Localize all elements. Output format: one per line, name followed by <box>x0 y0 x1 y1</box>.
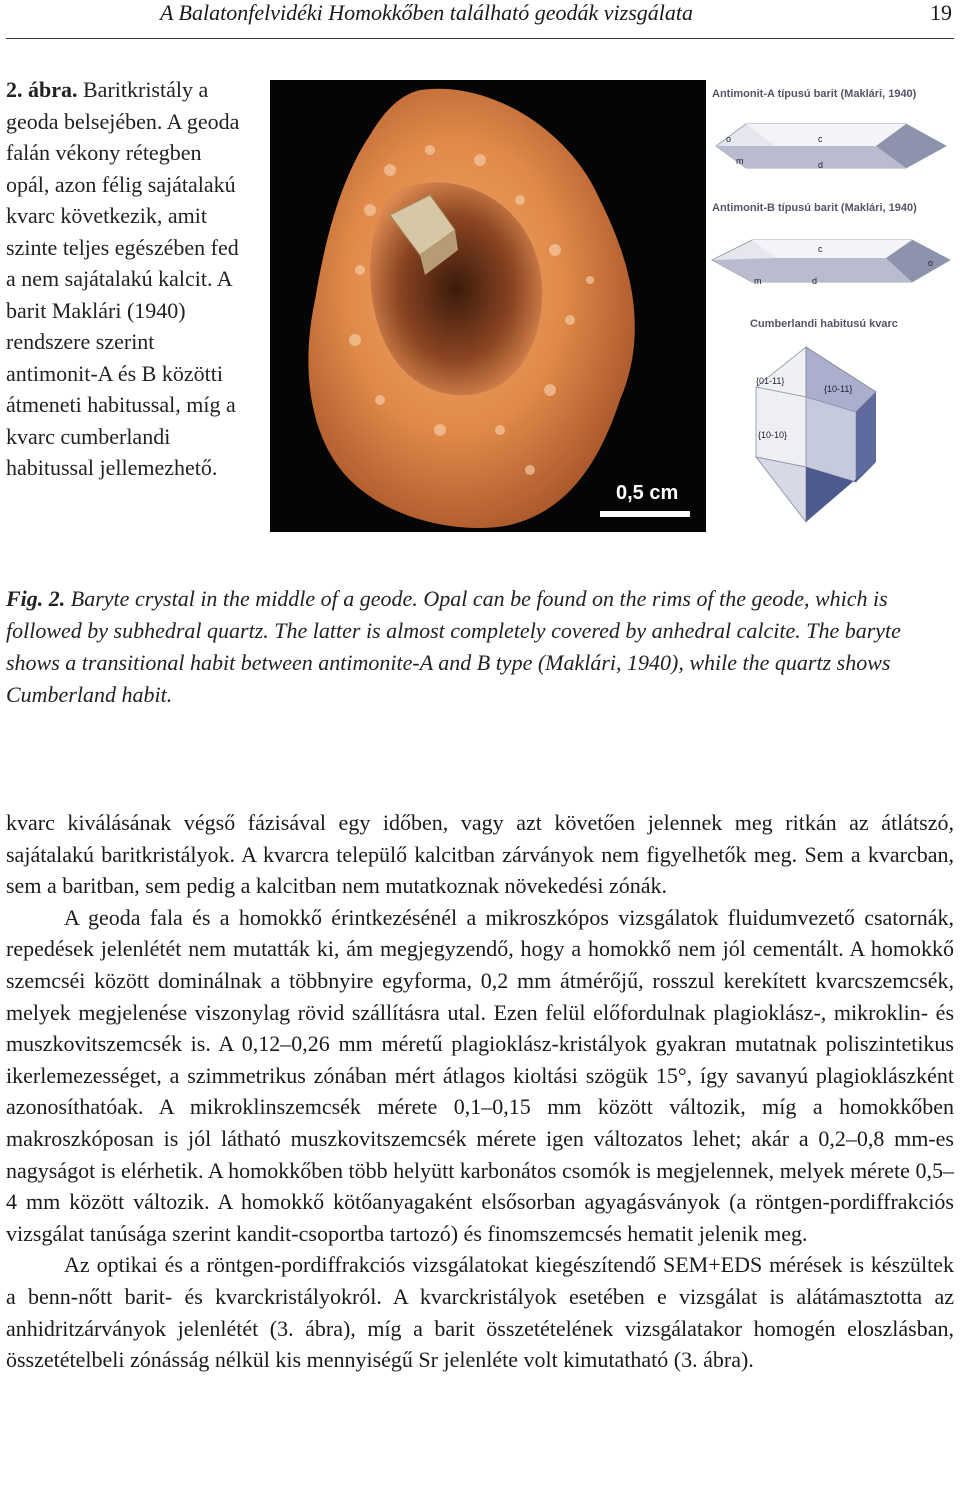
paragraph-1: kvarc kiválásának végső fázisával egy időben, vagy azt követően jelennek meg ritkán az átlátszó, sajátalakú baritkristályok. A kvarcra települő kalcitban zárványok nem figyelhetők meg. Sem a kvarcban, sem a baritban, sem pedig a kalcitban nem mutatkoznak növekedési zónák. <box>6 810 954 899</box>
crystal-habit-schematic <box>706 80 953 532</box>
baryte-a-crystal-icon <box>706 106 953 186</box>
scale-label: 0,5 cm <box>616 482 679 504</box>
baryte-b-crystal-icon <box>706 222 953 302</box>
figure-caption-english <box>6 583 956 711</box>
face-label-10-10: {10-10} <box>758 430 788 440</box>
geode-photo <box>270 80 706 532</box>
running-title: A Balatonfelvidéki Homokkőben található geodák vizsgálata <box>160 0 693 25</box>
figure-label-hungarian: 2. ábra. <box>6 77 78 102</box>
page-header <box>0 0 960 40</box>
face-label-c: c <box>818 134 823 144</box>
schematic-label-cumberland: Cumberlandi habitusú kvarc <box>750 318 898 330</box>
face-label-c-b: c <box>818 244 823 254</box>
face-label-d-b: d <box>812 276 818 286</box>
face-label-o: o <box>726 134 732 144</box>
face-label-01-11: {01-11} <box>756 376 785 386</box>
figure-caption-english-text: Baryte crystal in the middle of a geode. Opal can be found on the rims of the geode, which is followed by subhedral quartz. The latter is almost completely covered by anhedral calcite. The baryte shows a transitional habit between antimonite-A and B type (Maklári, 1940), while the quartz shows Cumberland habit. <box>6 586 901 707</box>
paragraph-2: A geoda fala és a homokkő érintkezésénél a mikroszkópos vizsgálatok fluidumvezető csatornák, repedések jelenlétét nem mutatták ki, ám megjegyzendő, hogy a homokkő nem jól cementált. A homokkő szemcséi között dominálnak a többnyire egyforma, 0,2 mm átmérőjű, rosszul kerekített kvarcszemcsék, melyek megjelenése viszonylag rövid szállításra utal. Ezen felül előfordulnak plagioklász-, mikroklin- és muszkovitszemcsék is. A 0,12–0,26 mm méretű plagioklász-kristályok gyakran mutatnak poliszintetikus ikerlemezességet, a szimmetrikus zónában mért átlagos kioltási szögük 15°, így savanyú plagioklászként azonosíthatóak. A mikroklinszemcsék mérete 0,1–0,15 mm között változik, míg a homokkőben makroszkóposan is jól látható muszkovitszemcsék mérete igen változatos lehet; akár a 0,2–0,8 mm-es nagyságot is elérhetik. A homokkőben több helyütt karbonátos csomók is megjelennek, melyek mérete 0,5–4 mm között változik. A homokkő kötőanyagaként elsősorban agyagásványok (a röntgen-pordiffrakciós vizsgálat tanúsága szerint kandit-csoportba tartozó) és finomszemcsés hematit jelenik meg. <box>6 904 954 1246</box>
figure-caption-hungarian-text: Baritkristály a geoda belsejében. A geoda falán vékony rétegben opál, azon félig sajátalakú kvarc következik, amit szinte teljes egészében fed a nem sajátalakú kalcit. A barit Maklári (1940) rendszere szerint antimonit-A és B közötti átmeneti habitussal, míg a kvarc cumberlandi habitussal jellemezhető. <box>6 77 240 480</box>
body-text <box>6 807 954 1376</box>
schematic-label-antimonit-a: Antimonit-A típusú barit (Maklári, 1940) <box>712 88 917 100</box>
face-label-m: m <box>736 156 744 166</box>
figure-label-english: Fig. 2. <box>6 586 66 611</box>
face-label-m-b: m <box>754 276 762 286</box>
schematic-label-antimonit-b: Antimonit-B típusú barit (Maklári, 1940) <box>712 202 917 214</box>
figure-2 <box>270 80 953 532</box>
face-label-d: d <box>818 160 824 170</box>
scale-bar <box>600 511 690 517</box>
header-rule <box>6 38 954 39</box>
geode-illustration <box>270 80 706 532</box>
paragraph-3: Az optikai és a röntgen-pordiffrakciós vizsgálatokat kiegészítendő SEM+EDS mérések is készültek a benn-nőtt barit- és kvarckristályokról. A kvarckristályok esetében e vizsgálat is alátámasztotta az anhidritzárványok jelenlétét (3. ábra), míg a barit összetételének vizsgálatakor homogén eloszlásban, összetételbeli zónásság nélkül kis mennyiségű Sr jelenléte volt kimutatható (3. ábra). <box>6 1252 954 1373</box>
face-label-10-11: {10-11} <box>824 384 853 394</box>
face-label-o-b: o <box>928 258 934 268</box>
figure-caption-hungarian <box>6 74 246 484</box>
page-number: 19 <box>930 0 952 25</box>
